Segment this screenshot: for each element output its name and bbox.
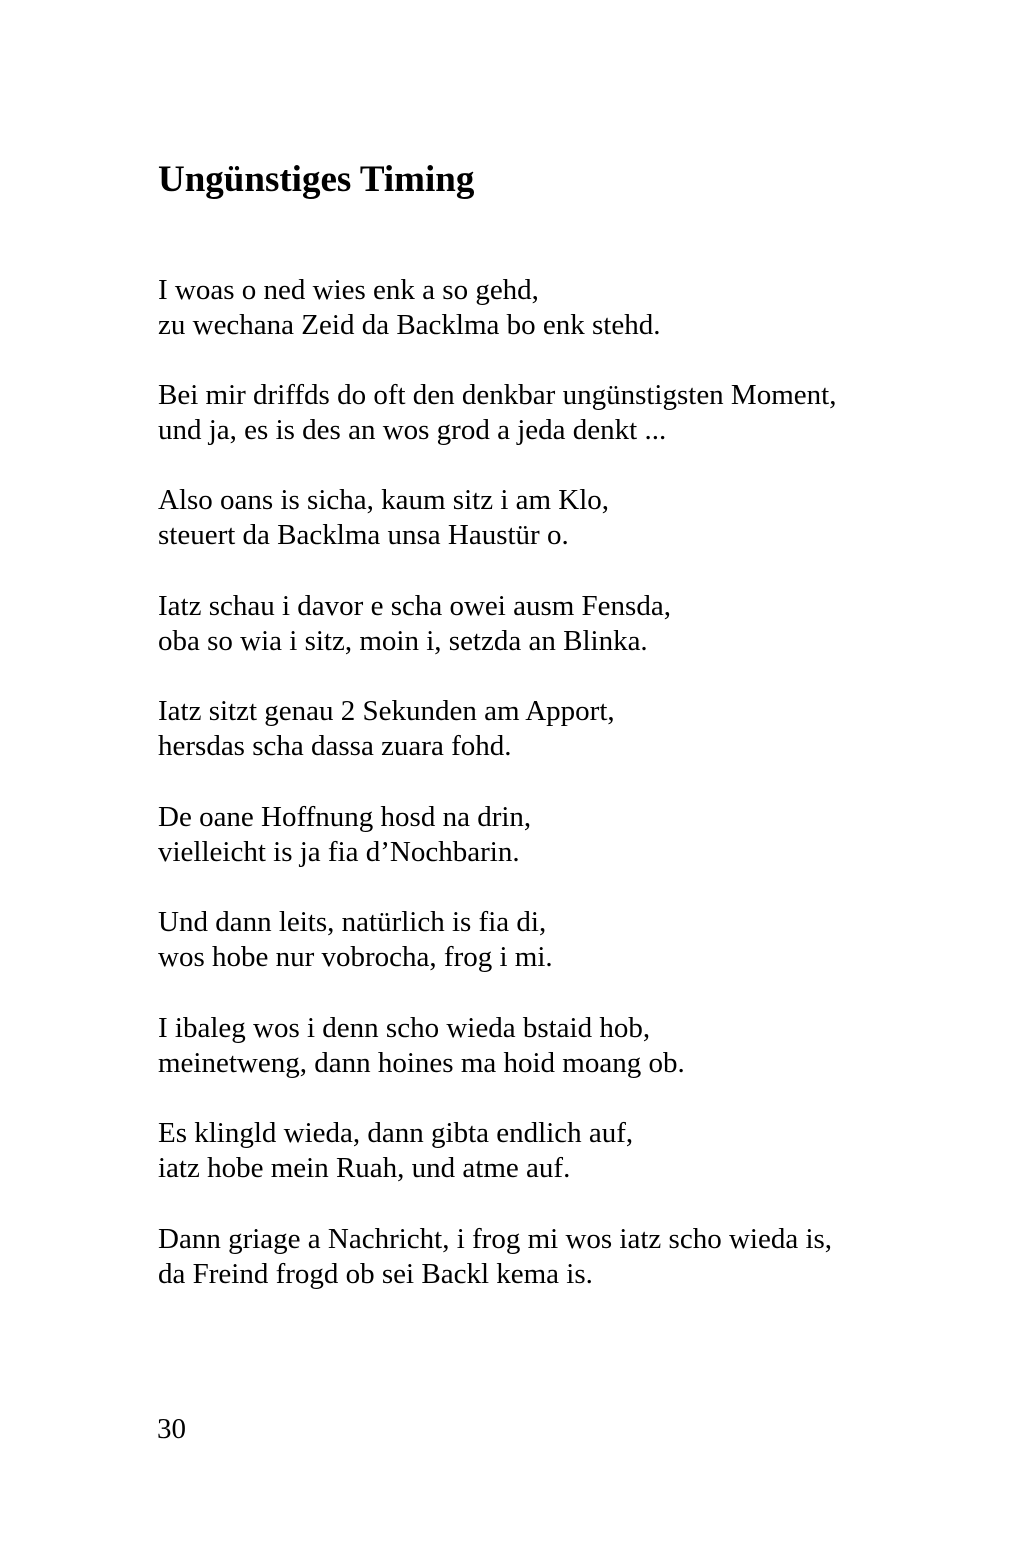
poem-line: da Freind frogd ob sei Backl kema is. xyxy=(158,1258,593,1290)
stanza-10 xyxy=(158,1222,832,1292)
poem-line: meinetweng, dann hoines ma hoid moang ob. xyxy=(158,1047,685,1079)
poem-line: Bei mir driffds do oft den denkbar ungünstigsten Moment, xyxy=(158,379,837,411)
poem-line: wos hobe nur vobrocha, frog i mi. xyxy=(158,941,553,973)
poem-line: Es klingld wieda, dann gibta endlich auf, xyxy=(158,1117,634,1149)
poem-line: und ja, es is des an wos grod a jeda denkt ... xyxy=(158,414,667,446)
poem-line: steuert da Backlma unsa Haustür o. xyxy=(158,519,569,551)
poem-line: Also oans is sicha, kaum sitz i am Klo, xyxy=(158,484,610,516)
poem-line: vielleicht is ja fia d’Nochbarin. xyxy=(158,836,520,868)
poem-line: oba so wia i sitz, moin i, setzda an Blinka. xyxy=(158,625,648,657)
stanza-9 xyxy=(158,1116,633,1186)
stanza-1 xyxy=(158,273,660,343)
poem-line: zu wechana Zeid da Backlma bo enk stehd. xyxy=(158,309,661,341)
poem-line: De oane Hoffnung hosd na drin, xyxy=(158,801,532,833)
poem-line: Dann griage a Nachricht, i frog mi wos iatz scho wieda is, xyxy=(158,1223,833,1255)
stanza-4 xyxy=(158,589,671,659)
poem-line: Iatz sitzt genau 2 Sekunden am Apport, xyxy=(158,695,615,727)
stanza-8 xyxy=(158,1011,685,1081)
poem-line: Und dann leits, natürlich is fia di, xyxy=(158,906,547,938)
poem-line: I woas o ned wies enk a so gehd, xyxy=(158,274,539,306)
stanza-7 xyxy=(158,905,553,975)
page-number: 30 xyxy=(157,1413,186,1445)
stanza-2 xyxy=(158,378,836,448)
poem-line: Iatz schau i davor e scha owei ausm Fensda, xyxy=(158,590,671,622)
poem-line: hersdas scha dassa zuara fohd. xyxy=(158,730,512,762)
poem-line: iatz hobe mein Ruah, und atme auf. xyxy=(158,1152,571,1184)
stanza-5 xyxy=(158,694,615,764)
poem-title: Ungünstiges Timing xyxy=(158,159,475,200)
poem-line: I ibaleg wos i denn scho wieda bstaid hob, xyxy=(158,1012,651,1044)
stanza-6 xyxy=(158,800,531,870)
stanza-3 xyxy=(158,483,609,553)
